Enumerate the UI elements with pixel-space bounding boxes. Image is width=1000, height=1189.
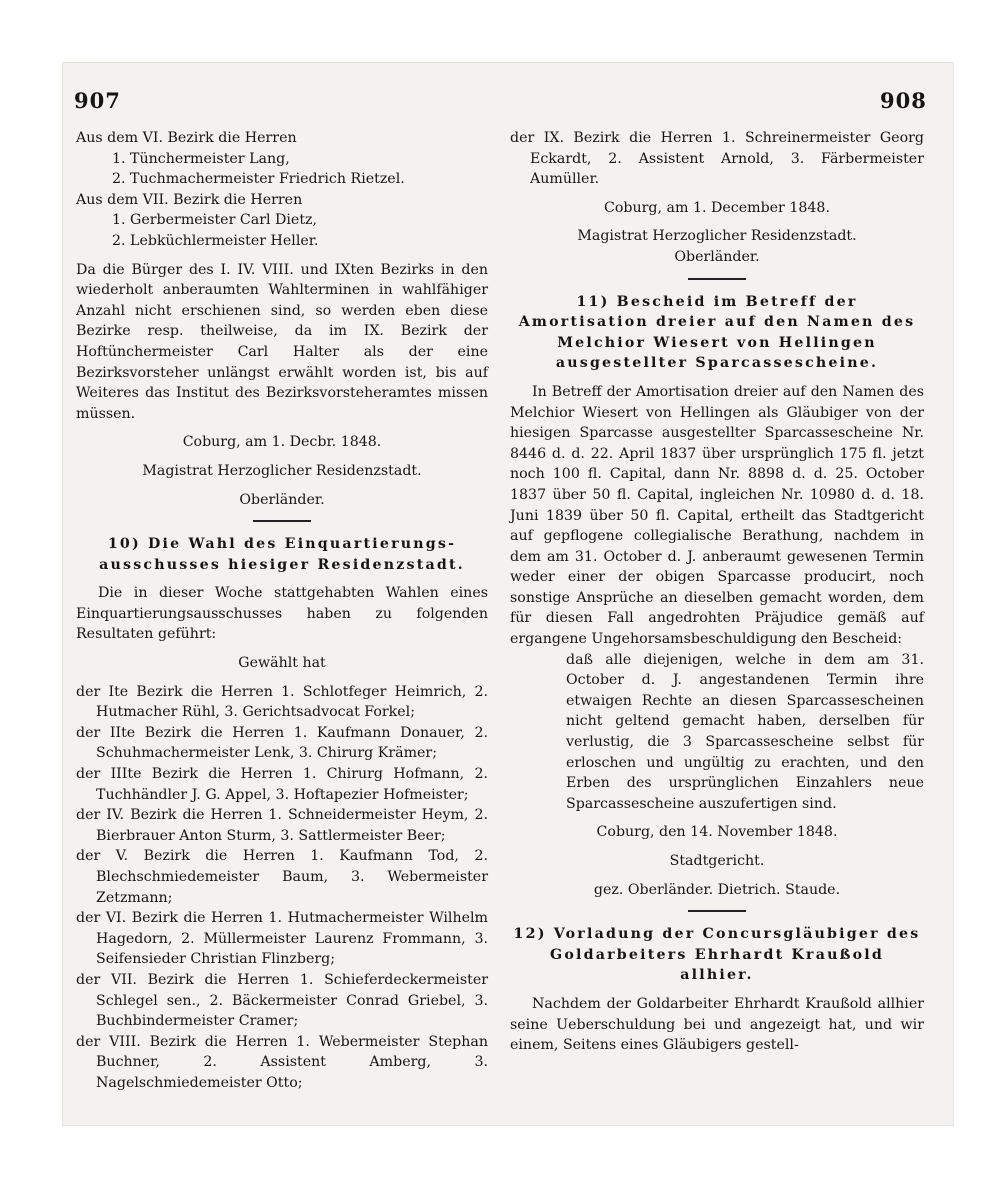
section10-title-line1: 10) Die Wahl des Einquartierungs- bbox=[107, 536, 457, 553]
right-column bbox=[510, 128, 924, 1056]
section10-title-line2: ausschusses hiesiger Residenzstadt. bbox=[99, 556, 465, 573]
signatures-line: gez. Oberländer. Dietrich. Staude. bbox=[593, 881, 841, 898]
bezirk6-list bbox=[76, 149, 488, 190]
bezirk-entry: der IIIte Bezirk die Herren 1. Chirurg Hofmann, 2. Tuchhändler J. G. Appel, 3. Hoftapezier Hofmeister; bbox=[76, 766, 488, 803]
bezirk7-intro: Aus dem VII. Bezirk die Herren bbox=[76, 191, 303, 208]
bezirk-entry: der Ite Bezirk die Herren 1. Schlotfeger Heimrich, 2. Hutmacher Rühl, 3. Gerichtsadvocat Forkel; bbox=[76, 683, 488, 721]
authority-line: Magistrat Herzoglicher Residenzstadt. bbox=[142, 462, 422, 479]
section10-intro: Die in dieser Woche stattgehabten Wahlen eines Einquartierungsausschusses haben zu folgenden Resultaten geführt: bbox=[76, 585, 488, 643]
signature: Oberländer. bbox=[239, 491, 325, 508]
left-column bbox=[76, 128, 488, 1094]
section12-body: Nachdem der Goldarbeiter Ehrhardt Kraußold allhier seine Ueberschuldung bei und angezeigt hat, und wir einem, Seitens eines Gläubigers gestell- bbox=[510, 995, 924, 1054]
signature: Oberländer. bbox=[674, 248, 760, 265]
bezirk7-list bbox=[76, 210, 488, 251]
dateline: Coburg, am 1. Decbr. 1848. bbox=[182, 434, 382, 451]
bezirke-paragraph: Da die Bürger des I. IV. VIII. und IXten Bezirks in den wiederholt anberaumten Wahlterminen in wahlfähiger Anzahl nicht erschienen sind, so werden eben diese Bezirke resp. theilweise, da im IX. Bezirk der Hoftünchermeister Carl Halter als der eine Bezirksvorsteher unlängst erwählt worden ist, bis auf Weiteres das Institut des Bezirksvorsteheramtes missen müssen. bbox=[76, 261, 488, 422]
list-item: 1. Tünchermeister Lang, bbox=[112, 150, 290, 167]
dateline: Coburg, den 14. November 1848. bbox=[596, 824, 838, 841]
authority-line: Magistrat Herzoglicher Residenzstadt. bbox=[577, 228, 857, 245]
page-number-left: 907 bbox=[74, 88, 121, 113]
dateline: Coburg, am 1. December 1848. bbox=[604, 199, 830, 216]
court-line: Stadtgericht. bbox=[669, 853, 765, 869]
gewaehlt-heading: Gewählt hat bbox=[238, 655, 326, 672]
list-item: 2. Tuchmachermeister Friedrich Rietzel. bbox=[112, 171, 405, 188]
section11-title: 11) Bescheid im Betreff der Amortisation dreier auf den Namen des Melchior Wiesert von Hellingen ausgestellter Sparcassescheine. bbox=[518, 293, 916, 372]
section12-title: 12) Vorladung der Concursgläubiger des Goldarbeiters Ehrhardt Kraußold allhier. bbox=[513, 926, 921, 984]
section11-body: In Betreff der Amortisation dreier auf den Namen des Melchior Wiesert von Hellingen als Gläubiger von der hiesigen Sparcasse ausgestellter Sparcassescheine Nr. 8446 d. d. 22. April 1837 über ursprünglich 175 fl. jetzt noch 100 fl. Capital, dann Nr. 8898 d. d. 25. October 1837 über 50 fl. Capital, ingleichen Nr. 10980 d. d. 18. Juni 1839 über 50 fl. Capital, ertheilt das Stadtgericht auf gepflogene collegialische Berathung, nachdem in dem am 31. October d. J. anberaumt gewesenen Termin weder einer der obigen Sparcasse producirt, noch sonstige Ansprüche an dieselben gemacht worden, dem für diesen Fall angedrohten Präjudice gemäß auf ergangene Ungehorsamsbeschuldigung den Bescheid: bbox=[510, 383, 924, 648]
list-item: 2. Lebküchlermeister Heller. bbox=[112, 232, 319, 249]
bezirk-entry: der VI. Bezirk die Herren 1. Hutmachermeister Wilhelm Hagedorn, 2. Müllermeister Laurenz Frommann, 3. Seifensieder Christian Flinzberg; bbox=[76, 910, 488, 968]
bezirk6-intro: Aus dem VI. Bezirk die Herren bbox=[76, 130, 297, 146]
bezirk-entry: der VII. Bezirk die Herren 1. Schieferdeckermeister Schlegel sen., 2. Bäckermeister Conrad Griebel, 3. Buchbindermeister Cramer; bbox=[76, 971, 488, 1030]
bezirk-entry: der V. Bezirk die Herren 1. Kaufmann Tod, 2. Blechschmiedemeister Baum, 3. Webermeister Zetzmann; bbox=[76, 848, 488, 906]
section-divider bbox=[688, 278, 746, 280]
section-divider bbox=[253, 520, 311, 522]
bezirk9-entry: der IX. Bezirk die Herren 1. Schreinermeister Georg Eckardt, 2. Assistent Arnold, 3. Färbermeister Aumüller. bbox=[510, 130, 924, 188]
section-divider bbox=[688, 910, 746, 912]
bezirk-entry: der IV. Bezirk die Herren 1. Schneidermeister Heym, 2. Bierbrauer Anton Sturm, 3. Sattlermeister Beer; bbox=[76, 807, 488, 844]
page-number-right: 908 bbox=[880, 88, 927, 113]
bezirk-entry: der VIII. Bezirk die Herren 1. Webermeister Stephan Buchner, 2. Assistent Amberg, 3. Nagelschmiedemeister Otto; bbox=[76, 1033, 488, 1091]
list-item: 1. Gerbermeister Carl Dietz, bbox=[112, 212, 318, 229]
bezirk-entry: der IIte Bezirk die Herren 1. Kaufmann Donauer, 2. Schuhmachermeister Lenk, 3. Chirurg Krämer; bbox=[76, 724, 488, 762]
section11-bescheid: daß alle diejenigen, welche in dem am 31. October d. J. angestandenen Termin ihre etwaigen Rechte an diesen Sparcassescheinen nicht geltend gemacht haben, derselben für verlustig, die 3 Sparcassescheine selbst für erloschen und ungültig zu erachten, und den Erben des ursprünglichen Einzahlers neue Sparcassescheine auszufertigen sind. bbox=[566, 651, 924, 812]
